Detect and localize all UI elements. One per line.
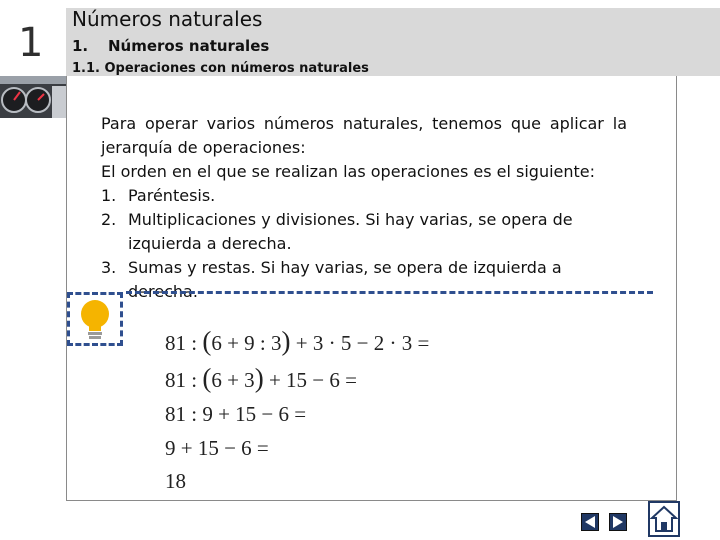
prev-button[interactable] <box>581 513 599 531</box>
triangle-left-icon <box>582 514 598 530</box>
next-button[interactable] <box>609 513 627 531</box>
math-line-4: 9 + 15 − 6 = <box>165 436 269 460</box>
intro-line-2: jerarquía de operaciones: <box>101 138 306 157</box>
dashboard-image <box>0 76 66 118</box>
list-item: 3. Sumas y restas. Si hay varias, se opera de izquierda a derecha. <box>101 258 562 301</box>
dashed-divider <box>126 291 653 294</box>
section-number: 1. <box>72 37 89 55</box>
lightbulb-icon <box>70 295 120 343</box>
list-item: 1. Paréntesis. <box>101 186 216 205</box>
math-line-1: 81 : (6 + 9 : 3) + 3 · 5 − 2 · 3 = <box>165 326 430 356</box>
math-line-5: 18 <box>165 469 186 493</box>
math-line-3: 81 : 9 + 15 − 6 = <box>165 402 307 426</box>
example-box <box>67 292 123 346</box>
subsection-heading: 1.1. Operaciones con números naturales <box>72 61 369 76</box>
page-title: Números naturales <box>72 7 263 31</box>
section-title: Números naturales <box>108 37 270 55</box>
order-line: El orden en el que se realizan las operaciones es el siguiente: <box>101 162 596 181</box>
explanation-text <box>101 112 627 304</box>
home-icon <box>650 503 678 535</box>
list-item: 2. Multiplicaciones y divisiones. Si hay varias, se opera de izquierda a derecha. <box>101 210 573 253</box>
math-line-2: 81 : (6 + 3) + 15 − 6 = <box>165 363 357 393</box>
intro-line: Para operar varios números naturales, tenemos que aplicar la <box>101 114 627 133</box>
home-button[interactable] <box>648 501 680 537</box>
triangle-right-icon <box>610 514 626 530</box>
chapter-number: 1 <box>18 20 44 66</box>
section-heading <box>72 37 269 55</box>
